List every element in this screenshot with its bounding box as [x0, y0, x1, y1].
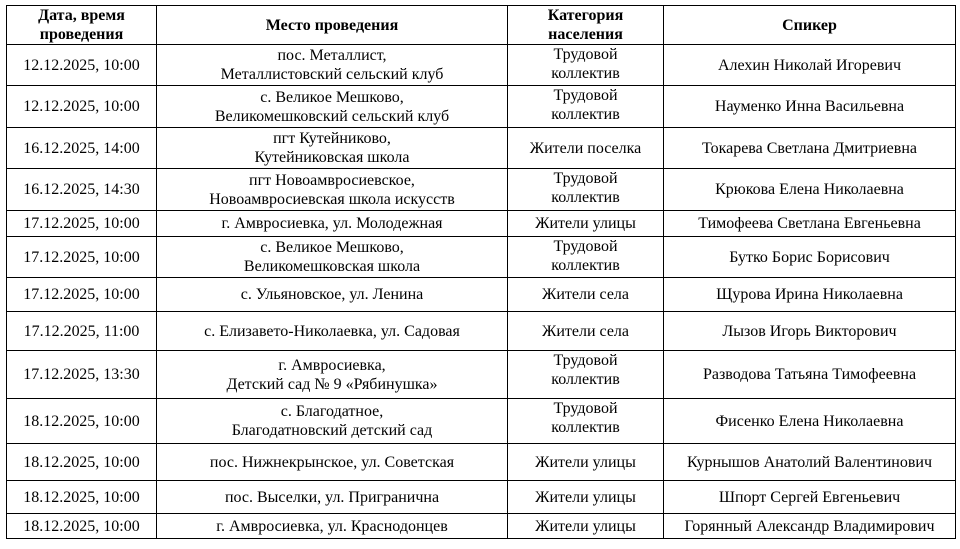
cell-date: 17.12.2025, 11:00: [7, 312, 157, 351]
cell-speaker: Горянный Александр Владимирович: [664, 514, 956, 539]
cell-place-line: Новоамвросиевская школа искусств: [209, 190, 455, 208]
cell-category-line: Трудовой: [553, 238, 618, 255]
cell-date: 18.12.2025, 10:00: [7, 399, 157, 444]
cell-category-line: коллектив: [551, 419, 620, 436]
header-category-line1: Категория: [547, 7, 624, 24]
schedule-document: [6, 5, 955, 539]
cell-category-line: Трудовой: [553, 170, 618, 187]
cell-speaker: Лызов Игорь Викторович: [664, 312, 956, 351]
table-row: [7, 514, 956, 539]
cell-speaker: Бутко Борис Борисович: [664, 237, 956, 278]
cell-place-line: с. Великое Мешково,: [260, 239, 404, 256]
cell-place-line: пос. Металлист,: [277, 47, 387, 64]
cell-date: 16.12.2025, 14:00: [7, 128, 157, 169]
cell-date: 18.12.2025, 10:00: [7, 514, 157, 539]
cell-place: [157, 211, 508, 237]
table-row: [7, 86, 956, 128]
cell-category: [508, 351, 664, 399]
cell-category: [508, 399, 664, 444]
header-date-line2: проведения: [39, 26, 124, 43]
table-row: [7, 278, 956, 312]
cell-category-line: Трудовой: [553, 400, 618, 417]
cell-speaker: Шпорт Сергей Евгеньевич: [664, 481, 956, 514]
table-row: [7, 351, 956, 399]
cell-date: 17.12.2025, 10:00: [7, 237, 157, 278]
cell-place-line: пгт Кутейниково,: [273, 130, 391, 147]
cell-place-line: с. Благодатное,: [280, 403, 384, 420]
table-row: [7, 211, 956, 237]
cell-category: [508, 45, 664, 86]
cell-category: [508, 444, 664, 481]
cell-date: 18.12.2025, 10:00: [7, 444, 157, 481]
table-row: [7, 444, 956, 481]
cell-speaker: Тимофеева Светлана Евгеньевна: [664, 211, 956, 237]
cell-category: [508, 481, 664, 514]
cell-place: [157, 169, 508, 211]
cell-category: [508, 312, 664, 351]
cell-category-line: Жители улицы: [535, 215, 636, 232]
cell-speaker: Разводова Татьяна Тимофеевна: [664, 351, 956, 399]
cell-place: [157, 128, 508, 169]
table-row: [7, 312, 956, 351]
cell-category-line: Жители поселка: [529, 139, 642, 157]
cell-category: [508, 169, 664, 211]
table-header-row: [7, 6, 956, 45]
table-body: [7, 45, 956, 539]
cell-date: 16.12.2025, 14:30: [7, 169, 157, 211]
cell-speaker: Алехин Николай Игоревич: [664, 45, 956, 86]
cell-date: 17.12.2025, 10:00: [7, 278, 157, 312]
cell-category: [508, 211, 664, 237]
table-row: [7, 45, 956, 86]
cell-category-line: коллектив: [551, 65, 620, 82]
header-date-line1: Дата, время: [38, 7, 125, 24]
cell-category-line: Жители села: [541, 322, 630, 340]
cell-speaker: Науменко Инна Васильевна: [664, 86, 956, 128]
cell-date: 18.12.2025, 10:00: [7, 481, 157, 514]
header-category: [508, 6, 664, 45]
cell-place: [157, 514, 508, 539]
cell-place-line: Кутейниковская школа: [254, 149, 410, 166]
cell-place: [157, 444, 508, 481]
cell-date: 12.12.2025, 10:00: [7, 86, 157, 128]
cell-place-line: г. Амвросиевка, ул. Краснодонцев: [216, 517, 448, 535]
cell-category: [508, 278, 664, 312]
cell-place-line: г. Амвросиевка,: [278, 356, 386, 374]
cell-speaker: Щурова Ирина Николаевна: [664, 278, 956, 312]
cell-speaker: Фисенко Елена Николаевна: [664, 399, 956, 444]
cell-category-line: Трудовой: [553, 46, 618, 63]
cell-place: [157, 399, 508, 444]
cell-place: [157, 312, 508, 351]
cell-speaker: Курнышов Анатолий Валентинович: [664, 444, 956, 481]
cell-category: [508, 128, 664, 169]
cell-place-line: Металлистовский сельский клуб: [220, 66, 444, 83]
cell-speaker: Крюкова Елена Николаевна: [664, 169, 956, 211]
cell-category-line: Жители улицы: [535, 517, 636, 535]
cell-category-line: Трудовой: [553, 352, 618, 369]
cell-speaker: Токарева Светлана Дмитриевна: [664, 128, 956, 169]
header-speaker: Спикер: [664, 6, 956, 45]
cell-date: 12.12.2025, 10:00: [7, 45, 157, 86]
header-date: [7, 6, 157, 45]
header-category-line2: населения: [548, 26, 623, 43]
table-row: [7, 399, 956, 444]
cell-place-line: с. Великое Мешково,: [260, 88, 404, 106]
cell-category-line: Жители села: [541, 286, 630, 303]
cell-place-line: пос. Выселки, ул. Пригранична: [224, 488, 440, 506]
cell-place: [157, 45, 508, 86]
cell-place: [157, 351, 508, 399]
cell-category-line: Трудовой: [553, 87, 618, 104]
table-row: [7, 481, 956, 514]
schedule-table: [6, 5, 956, 539]
cell-place-line: Великомешковский сельский клуб: [214, 107, 450, 125]
cell-category-line: коллектив: [551, 371, 620, 388]
cell-place: [157, 86, 508, 128]
cell-place: [157, 278, 508, 312]
cell-place-line: г. Амвросиевка, ул. Молодежная: [221, 215, 443, 232]
cell-category: [508, 514, 664, 539]
cell-date: 17.12.2025, 10:00: [7, 211, 157, 237]
table-row: [7, 128, 956, 169]
cell-place-line: с. Елизавето-Николаевка, ул. Садовая: [204, 322, 460, 340]
cell-category-line: коллектив: [551, 106, 620, 123]
cell-category-line: Жители улицы: [535, 453, 636, 471]
cell-place-line: Благодатновский детский сад: [231, 422, 433, 439]
cell-category: [508, 86, 664, 128]
cell-category-line: Жители улицы: [535, 488, 636, 506]
cell-place-line: пгт Новоамвросиевское,: [249, 171, 415, 189]
cell-date: 17.12.2025, 13:30: [7, 351, 157, 399]
table-row: [7, 169, 956, 211]
cell-place: [157, 481, 508, 514]
cell-category-line: коллектив: [551, 189, 620, 206]
cell-place-line: Великомешковская школа: [243, 258, 421, 275]
cell-place-line: пос. Нижнекрынское, ул. Советская: [209, 453, 455, 471]
cell-category-line: коллектив: [551, 257, 620, 274]
table-row: [7, 237, 956, 278]
cell-category: [508, 237, 664, 278]
header-place: Место проведения: [157, 6, 508, 45]
cell-place-line: Детский сад № 9 «Рябинушка»: [226, 375, 438, 393]
cell-place: [157, 237, 508, 278]
cell-place-line: с. Ульяновское, ул. Ленина: [240, 286, 424, 303]
